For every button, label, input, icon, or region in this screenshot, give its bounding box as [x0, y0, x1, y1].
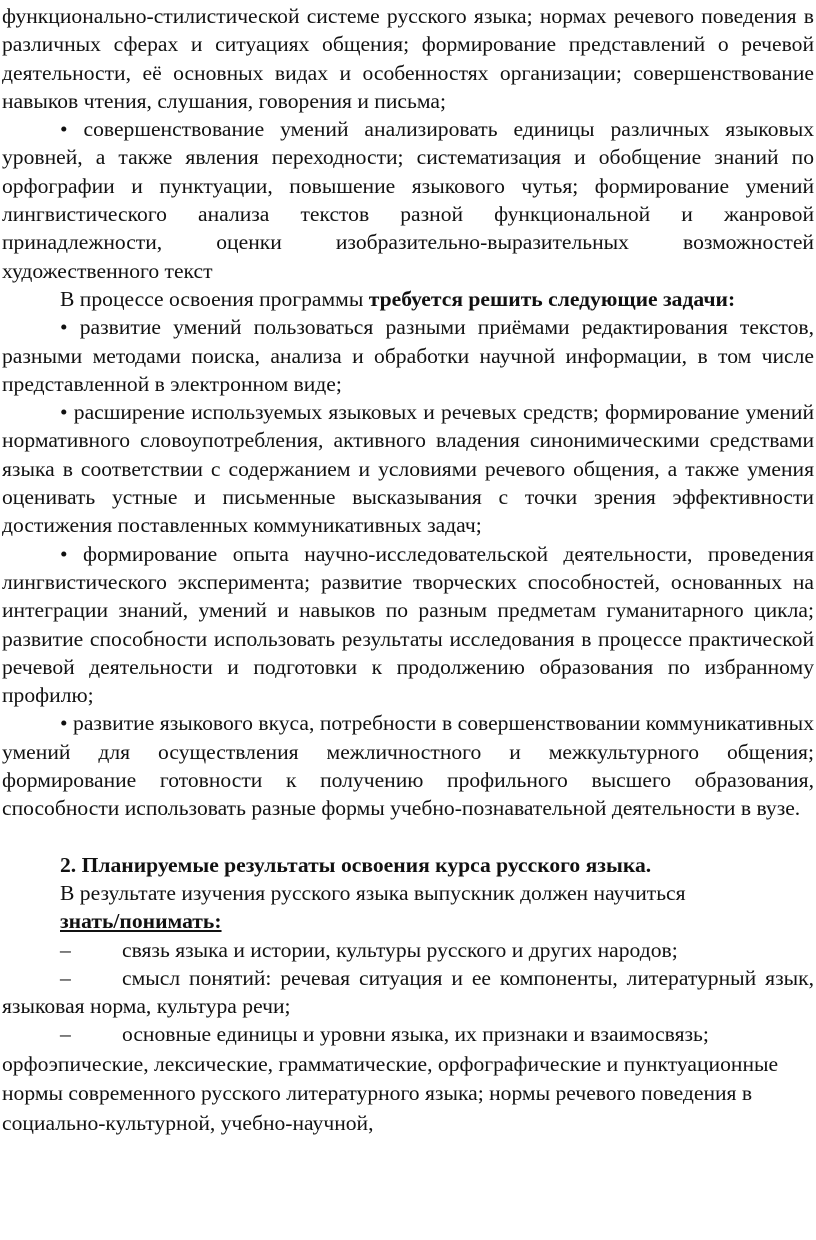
know-heading-text: знать/понимать:: [60, 909, 222, 934]
bullet-marker: •: [60, 315, 68, 340]
task-item: [2, 709, 814, 822]
tasks-intro-text: В процессе освоения программы: [60, 286, 369, 311]
section-gap: [2, 823, 814, 851]
task-text: формирование опыта научно-исследовательской деятельности, проведения лингвистического эксперимента; развитие творческих способностей, основанных на интеграции знаний, умений и навыков по разным предметам гуманитарного цикла; развитие способности использовать результаты исследования в процессе практической речевой деятельности и подготовки к продолжению образования по избранному профилю;: [2, 541, 814, 708]
dash-marker: –: [60, 1022, 71, 1047]
task-text: развитие языкового вкуса, потребности в совершенствовании коммуникативных умений для осуществления межличностного и межкультурного общения; формирование готовности к получению профильного высшего образования, способности использовать разные формы учебно-познавательной деятельности в вузе.: [2, 711, 814, 821]
task-item: [2, 313, 814, 398]
know-item: [2, 964, 814, 1021]
know-item-text: основные единицы и уровни языка, их признаки и взаимосвязь; орфоэпические, лексические, грамматические, орфографические и пунктуационные нормы современного русского литературного языка; нормы речевого поведения в социально-культурной, учебно-научной,: [2, 1022, 779, 1135]
bullet-item: [2, 115, 814, 285]
task-text: развитие умений пользоваться разными приёмами редактирования текстов, разными методами поиска, анализа и обработки научной информации, в том числе представленной в электронном виде;: [2, 315, 814, 396]
know-heading: [2, 907, 814, 935]
dash-marker: –: [60, 965, 71, 990]
task-item: [2, 540, 814, 710]
tasks-intro: [2, 285, 814, 313]
results-intro: В результате изучения русского языка выпускник должен научиться: [60, 880, 686, 905]
task-text: расширение используемых языковых и речевых средств; формирование умений нормативного словоупотребления, активного владения синонимическими средствами языка в соответствии с содержанием и условиями речевого общения, а также умения оценивать устные и письменные высказывания с точки зрения эффективности достижения поставленных коммуникативных задач;: [2, 400, 815, 538]
section-heading: 2. Планируемые результаты освоения курса русского языка.: [60, 852, 652, 877]
know-item: [2, 1020, 814, 1138]
know-item-text: связь языка и истории, культуры русского и других народов;: [122, 937, 678, 962]
bullet-marker: •: [60, 541, 68, 566]
know-item: [2, 936, 814, 964]
bullet-text: совершенствование умений анализировать единицы различных языковых уровней, а также явления переходности; систематизация и обобщение знаний по орфографии и пунктуации, повышение языкового чутья; формирование умений лингвистического анализа текстов разной функциональной и жанровой принадлежности, оценки изобразительно-выразительных возможностей художественного текст: [2, 117, 815, 283]
bullet-marker: •: [60, 711, 68, 736]
task-item: [2, 398, 814, 539]
bullet-marker: •: [60, 117, 68, 142]
know-item-text: смысл понятий: речевая ситуация и ее компоненты, литературный язык, языковая норма, культура речи;: [2, 965, 814, 1019]
bullet-marker: •: [60, 400, 68, 425]
tasks-intro-bold: требуется решить следующие задачи:: [368, 286, 736, 311]
intro-paragraph: функционально-стилистической системе русского языка; нормах речевого поведения в различных сферах и ситуациях общения; формирование представлений о речевой деятельности, её основных видах и особенностях организации; совершенствование навыков чтения, слушания, говорения и письма;: [2, 4, 814, 113]
dash-marker: –: [60, 937, 71, 962]
